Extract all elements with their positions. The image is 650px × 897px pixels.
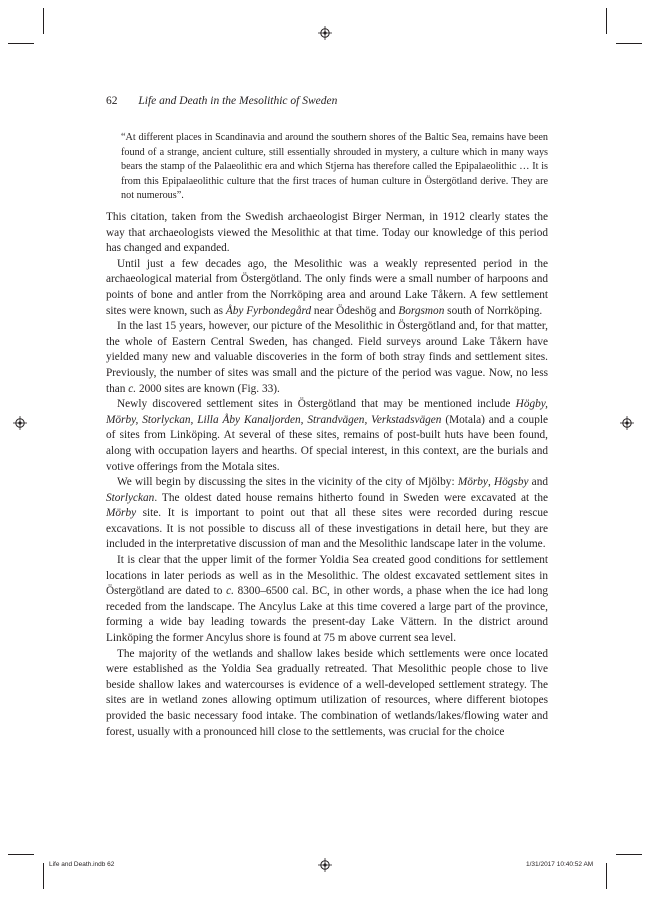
paragraph: It is clear that the upper limit of the former Yoldia Sea created good conditions for settlement locations in later periods as well as in the Mesolithic. The oldest excavated settlement sites in Östergötland are dated to c. 8300–6500 cal. BC, in other words, a phase when the ice had long receded from the landscape. The Ancylus Lake at this time covered a large part of the province, forming a wide bay leading towards the present-day Lake Vättern. In the district around Linköping the former Ancylus shore is found at 75 m above current sea level. [106,554,548,645]
running-header [106,95,337,107]
registration-mark-icon [318,26,332,40]
crop-mark [43,8,44,34]
crop-mark [616,854,642,855]
body-text [106,210,548,740]
block-quote: “At different places in Scandinavia and around the southern shores of the Baltic Sea, remains have been found of a strange, ancient culture, still essentially shrouded in mystery, a culture which in many ways bears the stamp of the Palaeolithic era and which Stjerna has therefore called the Epipalaeolithic … It is from this Epipalaeolithic culture that the first traces of human culture in Östergötland derive. They are not numerous”. [121,132,548,201]
print-timestamp: 1/31/2017 10:40:52 AM [526,861,594,868]
paragraph: This citation, taken from the Swedish archaeologist Birger Nerman, in 1912 clearly states the way that archaeologists viewed the Mesolithic at that time. Today our knowledge of this period has changed and expanded. [106,211,548,255]
registration-mark-icon [620,416,634,430]
crop-mark [43,863,44,889]
running-title: Life and Death in the Mesolithic of Sweden [138,95,338,107]
paragraph: The majority of the wetlands and shallow lakes beside which settlements were once located were established as the Yoldia Sea gradually retreated. That Mesolithic people chose to live beside shallow lakes and watercourses is evidence of a well-developed settlement strategy. The sites are in wetland zones allowing optimum utilization of resources, where different biotopes provided the basic necessary food intake. The combination of wetlands/lakes/flowing water and forest, usually with a pronounced hill close to the settlements, was crucial for the choice [106,647,548,738]
crop-mark [8,43,34,44]
registration-mark-icon [318,858,332,872]
paragraph: We will begin by discussing the sites in the vicinity of the city of Mjölby: Mörby, Högsby and Storlyckan. The oldest dated house remains hitherto found in Sweden were excavated at the Mörby site. It is important to point out that all these sites were recorded during rescue excavations. It is not possible to discuss all of these investigations in detail here, but they are included in the interpretative discussion of man and the Mesolithic landscape later in the volume. [106,476,548,551]
paragraph: Until just a few decades ago, the Mesolithic was a weakly represented period in the archaeological material from Östergötland. The only finds were a small number of harpoons and points of bone and antler from the Norrköping area and around Lake Tåkern. A few settlement sites were known, such as Åby Fyrbondegård near Ödeshög and Borgsmon south of Norrköping. [106,257,548,317]
crop-mark [606,8,607,34]
paragraph: Newly discovered settlement sites in Östergötland that may be mentioned include Högby, Mörby, Storlyckan, Lilla Åby Kanaljorden, Strandvägen, Verkstadsvägen (Motala) and a couple of sites from Linköping. At several of these sites, remains of post-built huts have been found, along with occupation layers and hearths. Of special interest, in this context, are the burials and votive offerings from the Motala sites. [106,398,548,473]
crop-mark [606,863,607,889]
registration-mark-icon [13,416,27,430]
file-slug: Life and Death.indb 62 [49,861,115,868]
crop-mark [8,854,34,855]
paragraph: In the last 15 years, however, our picture of the Mesolithic in Östergötland and, for that matter, the whole of Eastern Central Sweden, has changed. Field surveys around Lake Tåkern have yielded many new and valuable discoveries in the form of both stray finds and settlement sites. Previously, the number of sites was small and the picture of the period was vague. Now, no less than c. 2000 sites are known (Fig. 33). [106,320,548,395]
crop-mark [616,43,642,44]
page-number: 62 [106,95,118,107]
